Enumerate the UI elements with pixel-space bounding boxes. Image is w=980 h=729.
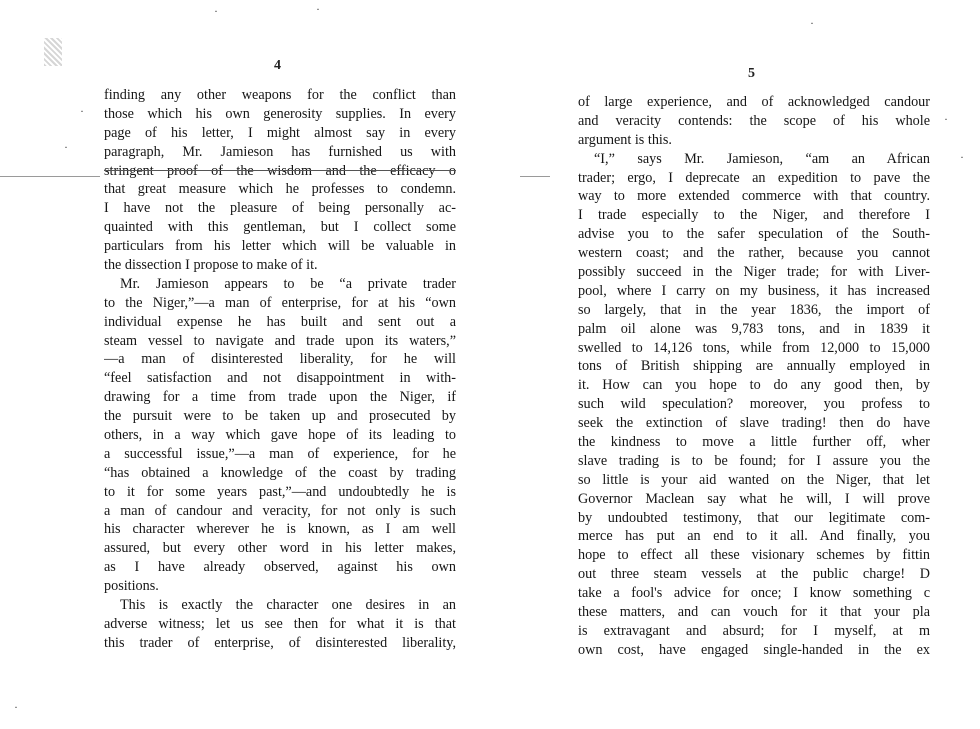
text-line: possibly succeed in the Niger trade; for with Liver- <box>578 264 930 281</box>
text-line: I trade especially to the Niger, and therefore I <box>578 207 930 224</box>
text-line: by undoubted testimony, that our legitimate com- <box>578 509 930 526</box>
text-line: steam vessel to navigate and trade upon its waters,” <box>104 332 456 349</box>
text-line: as I have already observed, against his own <box>104 559 456 576</box>
text-line: positions. <box>104 578 159 595</box>
scan-speck: · <box>64 140 68 154</box>
text-line: this trader of enterprise, of disinterested liberality, <box>104 634 456 651</box>
text-line: to the Niger,”—a man of enterprise, for at his “own <box>104 294 456 311</box>
text-line: the kindness to move a little further off, wher <box>578 434 930 451</box>
text-line: a man of candour and veracity, for not only is such <box>104 502 456 519</box>
text-line: particulars from his letter which will be valuable in <box>104 238 456 255</box>
text-line: such wild speculation? moreover, you profess to <box>578 396 930 413</box>
scan-speck: · <box>316 2 320 16</box>
text-line: and veracity contends: the scope of his whole <box>578 112 930 129</box>
text-line: his character wherever he is known, as I am well <box>104 521 456 538</box>
text-line: Mr. Jamieson appears to be “a private trader <box>120 275 456 292</box>
text-line: it. How can you hope to do any good then, by <box>578 377 930 394</box>
text-line: “I,” says Mr. Jamieson, “am an African <box>594 150 930 167</box>
text-line: take a fool's advice for once; I know something c <box>578 585 930 602</box>
left-page-text <box>104 86 456 653</box>
right-page-text <box>578 93 930 660</box>
text-line: advise you to the safer speculation of the South- <box>578 226 930 243</box>
text-line: others, in a way which gave hope of its leading to <box>104 427 456 444</box>
text-line: trader; ergo, I deprecate an expedition to pave the <box>578 169 930 186</box>
text-line: out three steam vessels at the public charge! D <box>578 566 930 583</box>
text-line: to it for some years past,”—and undoubtedly he is <box>104 483 456 500</box>
text-line: those which his own generosity supplies. In every <box>104 105 456 122</box>
text-line: “has obtained a knowledge of the coast by trading <box>104 464 456 481</box>
text-line: assured, but every other word in his letter makes, <box>104 540 456 557</box>
text-line: stringent proof of the wisdom and the efficacy o <box>104 162 456 179</box>
text-line: Governor Maclean say what he will, I will prove <box>578 490 930 507</box>
scan-speck: · <box>214 4 218 18</box>
text-line: hope to effect all these visionary schemes by fittin <box>578 547 930 564</box>
text-line: the dissection I propose to make of it. <box>104 257 318 274</box>
text-line: these matters, and can vouch for it that your pla <box>578 604 930 621</box>
text-line: seek the extinction of slave trading! then do have <box>578 415 930 432</box>
text-line: I have not the pleasure of being personally ac- <box>104 200 456 217</box>
text-line: —a man of disinterested liberality, for he will <box>104 351 456 368</box>
text-line: paragraph, Mr. Jamieson has furnished us with <box>104 143 456 160</box>
text-line: so little is your aid wanted on the Niger, that let <box>578 471 930 488</box>
text-line: quainted with this gentleman, but I collect some <box>104 219 456 236</box>
text-line: palm oil alone was 9,783 tons, and in 1839 it <box>578 320 930 337</box>
page-number-4: 4 <box>274 58 281 73</box>
scan-speck: · <box>14 700 18 714</box>
text-line: argument is this. <box>578 131 672 148</box>
text-line: way to more extended commerce with that country. <box>578 188 930 205</box>
text-line: a successful issue,”—a man of experience, for he <box>104 445 456 462</box>
scan-speck: · <box>944 112 948 126</box>
text-line: so largely, that in the year 1836, the import of <box>578 301 930 318</box>
page-number-5: 5 <box>748 66 755 81</box>
text-line: pool, where I carry on my business, it has increased <box>578 282 930 299</box>
text-line: that great measure which he professes to condemn. <box>104 181 456 198</box>
text-line: western coast; and the rather, because you cannot <box>578 245 930 262</box>
paper-stain <box>44 38 62 66</box>
text-line: own cost, have engaged single-handed in the ex <box>578 641 930 658</box>
text-line: of large experience, and of acknowledged candour <box>578 94 930 110</box>
text-line: swelled to 14,126 tons, while from 12,000 to 15,000 <box>578 339 930 356</box>
text-line: is extravagant and absurd; for I myself, at m <box>578 622 930 639</box>
scan-speck: · <box>810 16 814 30</box>
text-line: individual expense he has built and sent out a <box>104 313 456 330</box>
text-line: This is exactly the character one desires in an <box>120 597 456 614</box>
right-page <box>490 0 980 729</box>
text-line: the pursuit were to be taken up and prosecuted by <box>104 408 456 425</box>
text-line: slave trading is to be found; for I assure you the <box>578 452 930 469</box>
text-line: “feel satisfaction and not disappointment in with- <box>104 370 456 387</box>
text-line: merce has put an end to it all. And finally, you <box>578 528 930 545</box>
scan-speck: · <box>960 150 964 164</box>
text-line: finding any other weapons for the conflict than <box>104 87 456 103</box>
text-line: adverse witness; let us see then for what it is that <box>104 615 456 632</box>
text-line: tons of British shipping are annually employed in <box>578 358 930 375</box>
text-line: page of his letter, I might almost say in every <box>104 124 456 141</box>
text-line: drawing for a time from trade upon the Niger, if <box>104 389 456 406</box>
scan-speck: · <box>80 104 84 118</box>
scan-line-left <box>0 176 100 177</box>
